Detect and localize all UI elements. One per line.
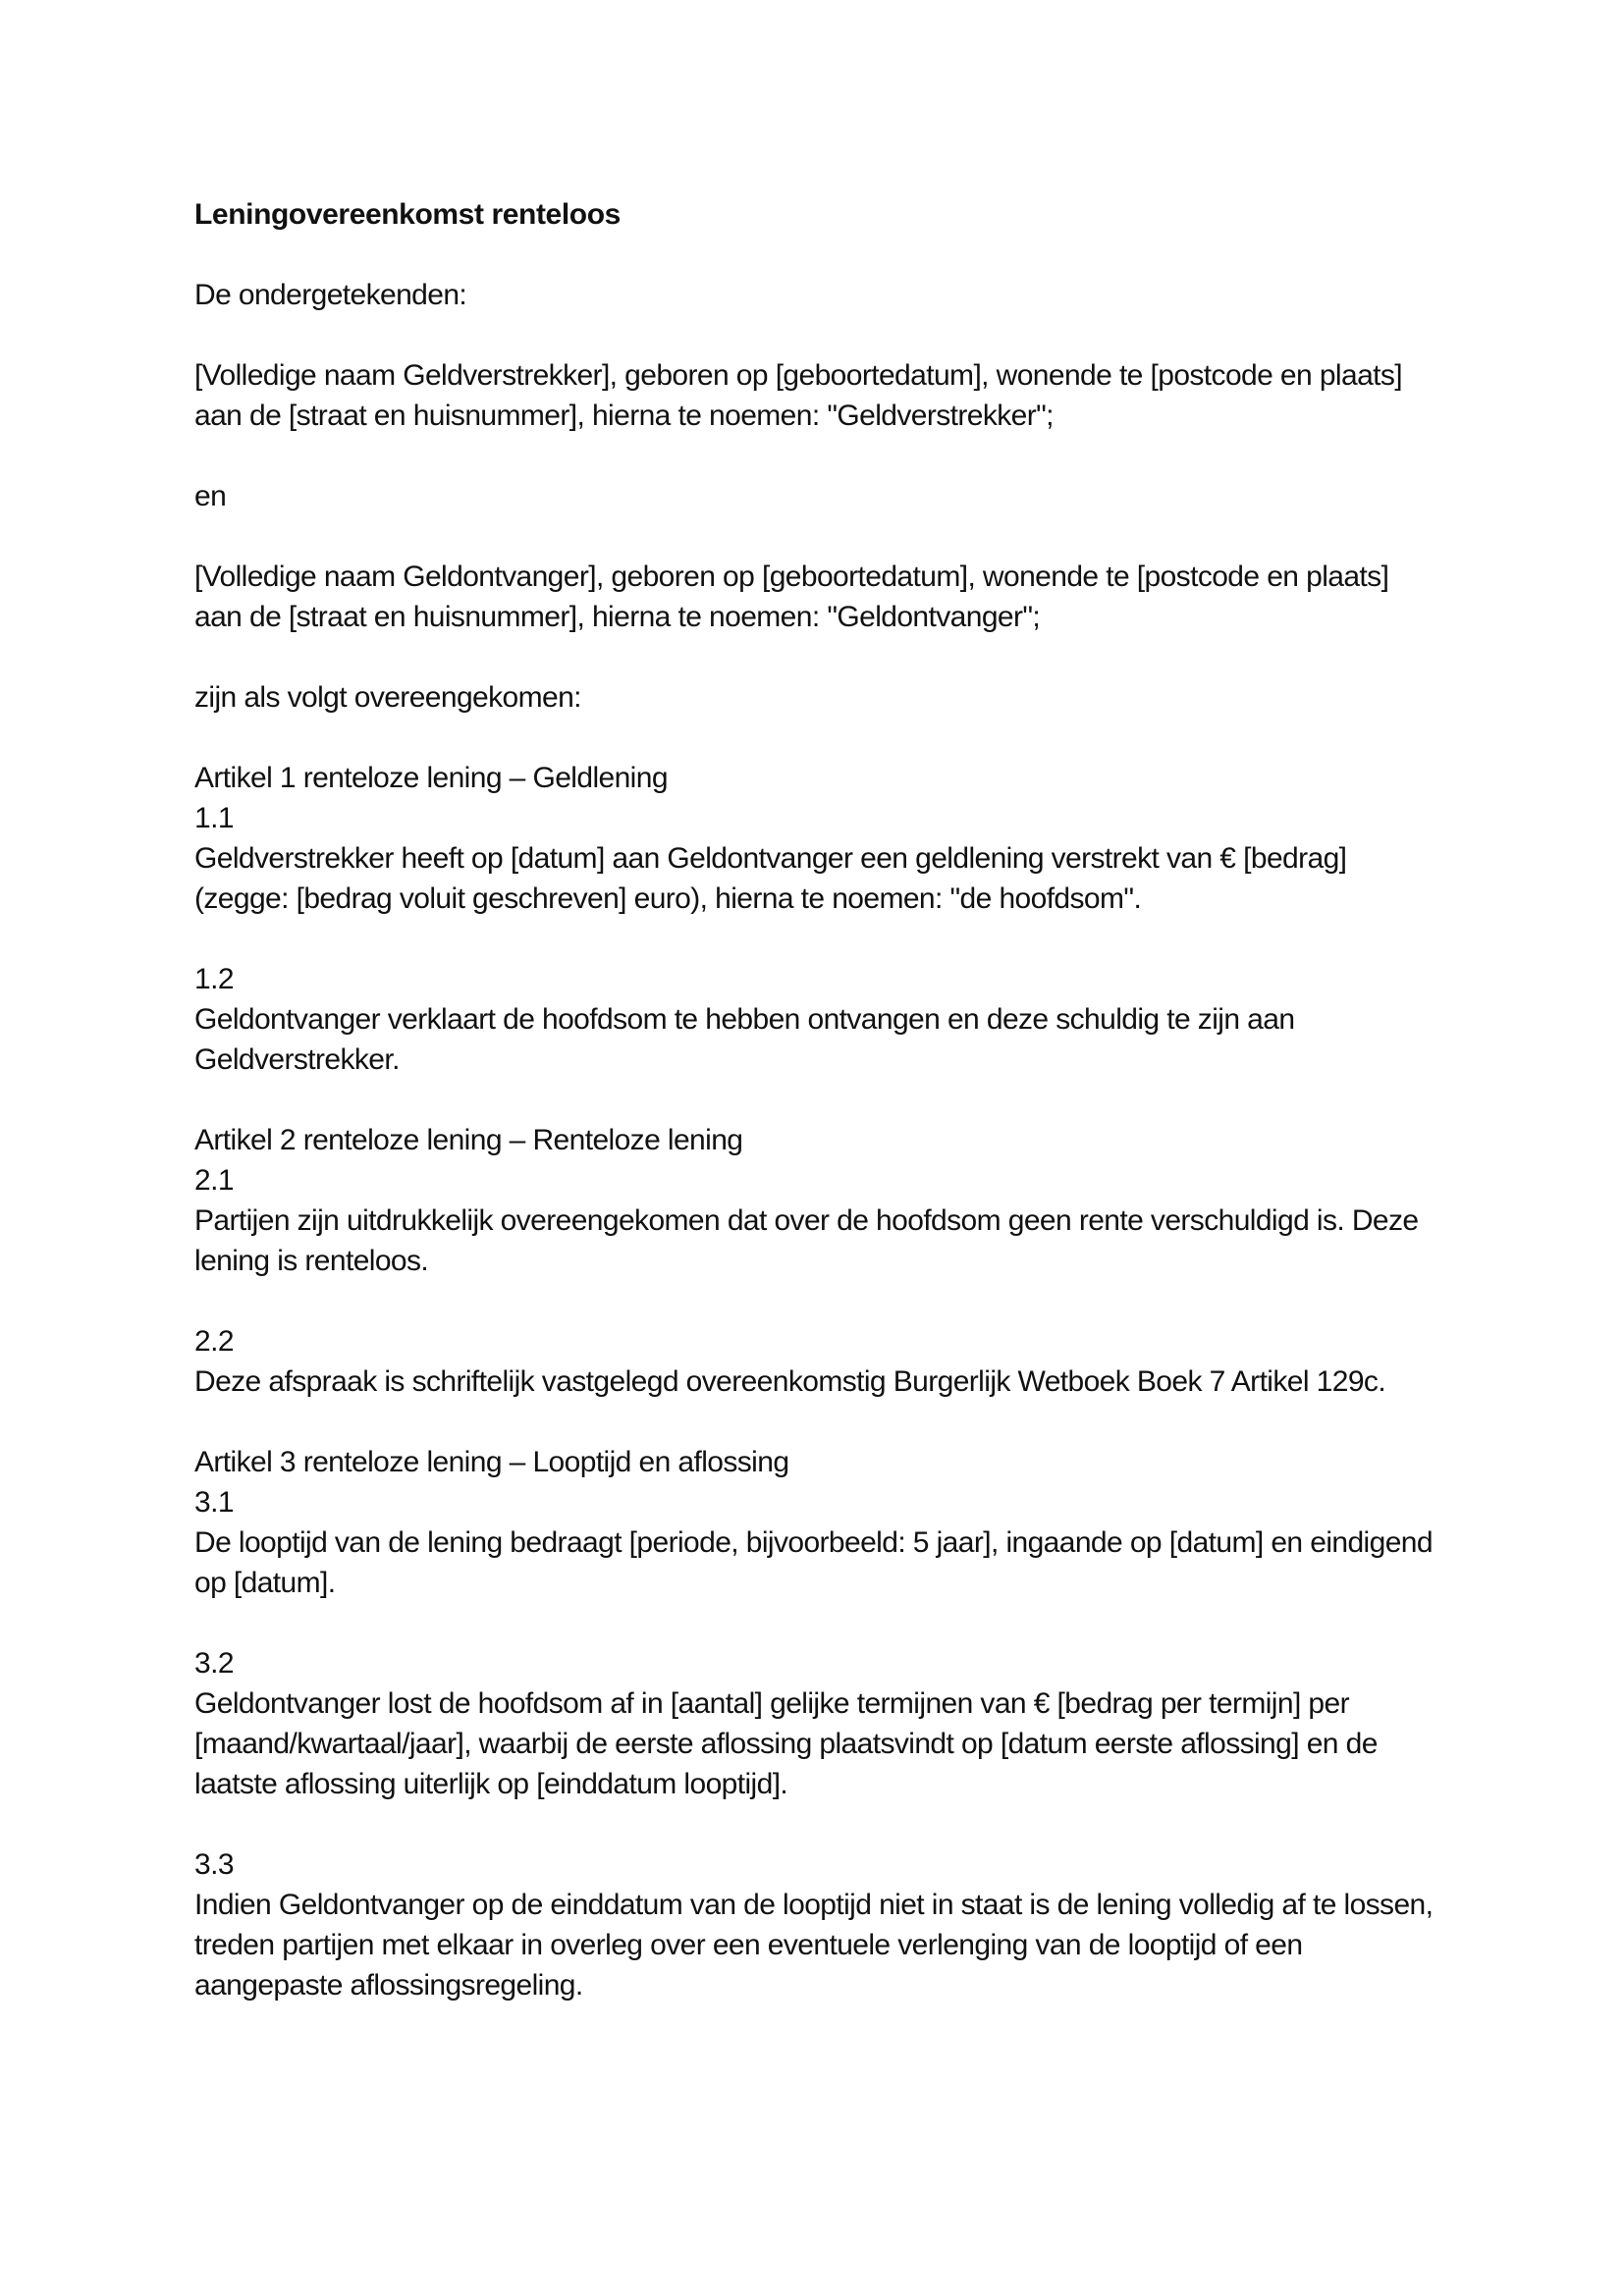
clause-text: Deze afspraak is schriftelijk vastgelegd overeenkomstig Burgerlijk Wetboek Boek 7 Artikel 129c. [194,1365,1386,1398]
conjunction-text: en [194,480,227,512]
party-borrower: [Volledige naam Geldontvanger], geboren op [geboortedatum], wonende te [postcode en plaats] aan de [straat en huisnummer], hierna te noemen: "Geldontvanger"; [194,561,1389,633]
agreement-intro: zijn als volgt overeengekomen: [194,681,581,714]
party-lender: [Volledige naam Geldverstrekker], geboren op [geboortedatum], wonende te [postcode en plaats] aan de [straat en huisnummer], hierna te noemen: "Geldverstrekker"; [194,359,1403,432]
article-heading: Artikel 2 renteloze lening – Renteloze lening [194,1124,743,1156]
article-heading: Artikel 1 renteloze lening – Geldlening [194,762,668,794]
clause-text: Geldontvanger verklaart de hoofdsom te hebben ontvangen en deze schuldig te zijn aan Geldverstrekker. [194,1003,1295,1076]
clause-text: Geldverstrekker heeft op [datum] aan Geldontvanger een geldlening verstrekt van € [bedrag] (zegge: [bedrag voluit geschreven] euro), hierna te noemen: "de hoofdsom". [194,842,1347,915]
clause-number: 2.1 [194,1164,234,1197]
document-title: Leningovereenkomst renteloos [194,198,621,231]
clause-number: 1.2 [194,963,234,995]
article-1 [194,758,1441,1080]
clause-number: 3.2 [194,1647,234,1680]
clause-text: Partijen zijn uitdrukkelijk overeengekomen dat over de hoofdsom geen rente verschuldigd is. Deze lening is renteloos. [194,1204,1419,1277]
clause-text: De looptijd van de lening bedraagt [periode, bijvoorbeeld: 5 jaar], ingaande op [datum] en eindigend op [datum]. [194,1526,1433,1599]
article-heading: Artikel 3 renteloze lening – Looptijd en aflossing [194,1446,789,1478]
clause-number: 3.3 [194,1848,234,1881]
document-page [194,194,1441,2046]
clause-text: Geldontvanger lost de hoofdsom af in [aantal] gelijke termijnen van € [bedrag per termijn] per [maand/kwartaal/jaar], waarbij de eerste aflossing plaatsvindt op [datum eerste aflossing] en de laatste aflossing uiterlijk op [einddatum looptijd]. [194,1687,1378,1800]
article-2 [194,1120,1441,1402]
intro-text: De ondergetekenden: [194,279,467,311]
article-3 [194,1442,1441,2005]
clause-text: Indien Geldontvanger op de einddatum van de looptijd niet in staat is de lening volledig af te lossen, treden partijen met elkaar in overleg over een eventuele verlenging van de looptijd of een aangepaste aflossingsregeling. [194,1889,1434,2002]
clause-number: 2.2 [194,1325,234,1358]
clause-number: 3.1 [194,1486,234,1519]
clause-number: 1.1 [194,802,234,834]
